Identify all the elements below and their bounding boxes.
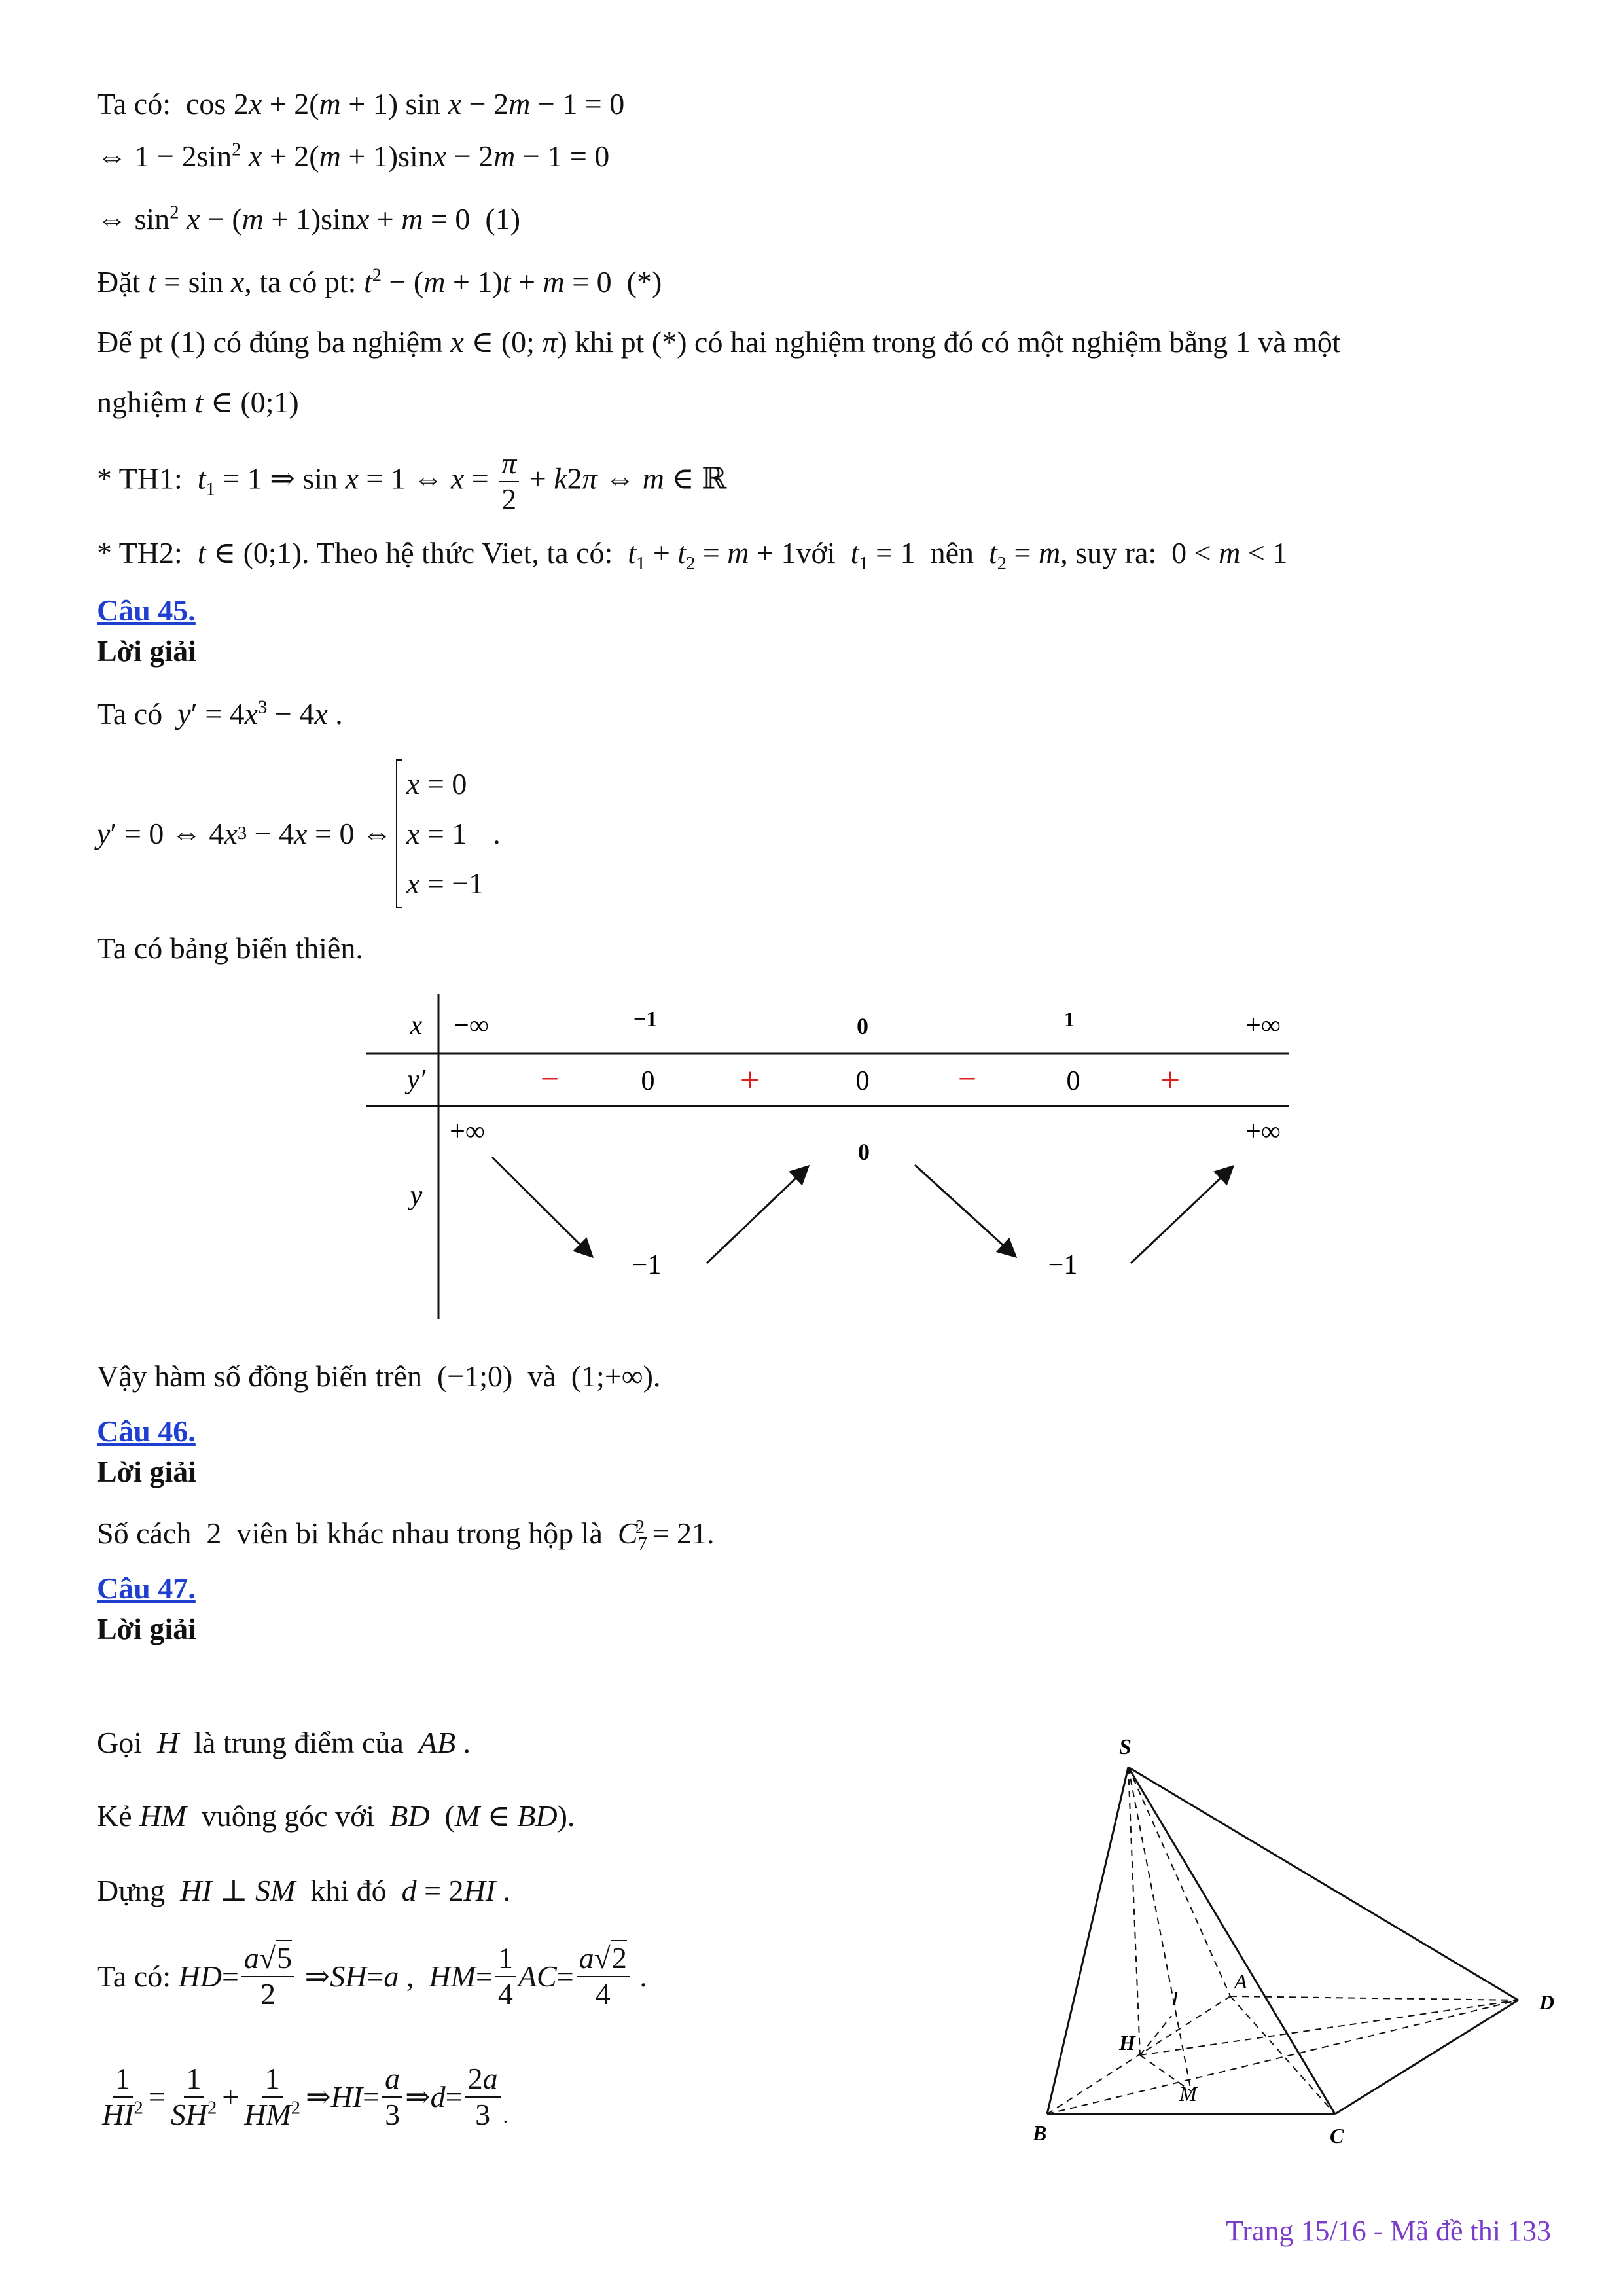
x-value: +∞ [1245,1011,1281,1041]
eq-line-4: Đặt t = sin x, ta có pt: $t^2 - (m + 1)t + m = 0$ (*) [97,265,662,298]
vertex-label-c: C [1330,2124,1344,2147]
yprime-sign: + [1160,1060,1181,1100]
eq-line-th1: * TH1: $t_1 = 1$ ⇒ sin x = 1 ⇔ x = $\frac{\pi}{2}$ + k2π ⇔ m ∈ ℝ [97,446,727,516]
q45-table-intro: Ta có bảng biến thiên. [97,931,363,965]
point-label-h: H [1119,2031,1135,2054]
q47-line-2: Kẻ HM vuông góc với BD (M ∈ BD). [97,1799,575,1833]
edge-sd [1128,1767,1518,2000]
q45-roots: y ′ = 0 ⇔ 4 x 3 − 4 x = 0 ⇔ x = 0 x = 1 x = −1 . [97,759,501,908]
edge-hi [1140,2016,1171,2055]
y-value: −1 [632,1250,662,1280]
q45-conclusion: Vậy hàm số đồng biến trên (−1;0) và (1;+∞). [97,1359,661,1393]
y-value: −1 [1048,1250,1078,1280]
row-label-x: x [410,1011,423,1041]
y-value: +∞ [1245,1117,1281,1147]
yprime-sign: 0 [855,1066,870,1096]
edge-ac [1230,1996,1335,2114]
variation-table [366,982,1296,1335]
yprime-sign: + [740,1060,760,1100]
roots-bracket: x = 0 x = 1 x = −1 [396,759,484,908]
yprime-sign: 0 [1066,1066,1080,1096]
q46-answer: Số cách 2 viên bi khác nhau trong hộp là $C_7^2 = 21$. [97,1516,715,1555]
eq-line-th2: * TH2: t ∈ (0;1). Theo hệ thức Viet, ta có: $t_1 + t_2 = m$ + 1với $t_1 = 1$ nên $t_2 = m$, suy ra: 0 < m < 1 [97,536,1288,575]
yprime-sign: − [540,1060,560,1097]
vertex-label-s: S [1119,1735,1132,1759]
edge-sh [1128,1767,1140,2055]
decrease-arrow [492,1157,592,1257]
pyramid-figure [1021,1708,1584,2153]
eq-line-6: nghiệm t ∈ (0;1) [97,386,299,419]
x-value: −∞ [454,1011,489,1041]
question-47-heading: Câu 47. [97,1571,196,1605]
q47-line-4: Ta có: HD = $\frac{a√5}{2}$ ⇒ SH = a , HM = $\frac{1}{4}$ AC = $\frac{a√2}{4}$ . [97,1941,647,2011]
edge-sa [1128,1767,1230,1996]
eq-line-1: Ta có: cos 2x + 2(m + 1) sin x − 2m − 1 = 0 [97,87,625,120]
vertex-label-a: A [1234,1969,1247,1993]
question-45-solution-label: Lời giải [97,634,196,668]
eq-line-5: Để pt (1) có đúng ba nghiệm x ∈ (0; π) khi pt (*) có hai nghiệm trong đó có một nghiệm bằng 1 và một [97,325,1341,359]
point-label-i: I [1171,1986,1179,2010]
question-46-solution-label: Lời giải [97,1455,196,1488]
decrease-arrow [915,1165,1016,1257]
q47-line-5: $\frac{1}{HI^2}$ = $\frac{1}{SH^2}$ + $\frac{1}{HM^2}$ ⇒ HI = $\frac{a}{3}$ ⇒ d = $\frac{2a}{3}$ . [102,2062,508,2131]
question-46-heading: Câu 46. [97,1414,196,1448]
edge-bd [1047,2000,1518,2114]
x-value: −1 [633,1007,658,1031]
edge-ad [1230,1996,1518,2000]
edge-sc [1128,1767,1335,2114]
eq-line-3: ⇔ $\sin^2 x - (m + 1)\sin x + m = 0$ (1) [97,202,521,236]
vertex-label-d: D [1539,1990,1555,2014]
eq-line-2: ⇔ $1 - 2\sin^2$ x + 2(m + 1)sinx − 2m − 1 = 0 [97,139,610,173]
edge-hd [1140,2000,1518,2055]
q47-line-1: Gọi H là trung điểm của AB . [97,1726,471,1759]
y-value: 0 [858,1139,870,1165]
edge-sm [1128,1767,1191,2091]
increase-arrow [1131,1166,1233,1263]
q45-derivative: Ta có $y' = 4x^3 - 4x$ . [97,697,343,730]
yprime-sign: − [957,1060,977,1097]
q47-line-3: Dựng HI ⊥ SM khi đó d = 2HI . [97,1874,511,1907]
x-value: 1 [1064,1007,1075,1031]
question-47-solution-label: Lời giải [97,1612,196,1645]
x-value: 0 [857,1013,868,1039]
row-label-y: y [410,1181,423,1211]
page-footer: Trang 15/16 - Mã đề thi 133 [1225,2215,1551,2247]
vertex-label-b: B [1033,2121,1047,2145]
question-45-heading: Câu 45. [97,594,196,627]
point-label-m: M [1179,2082,1197,2106]
increase-arrow [707,1166,808,1263]
y-value: +∞ [450,1117,485,1147]
edge-cd [1335,2000,1518,2114]
yprime-sign: 0 [641,1066,655,1096]
edge-ba [1047,1996,1230,2114]
row-label-yprime: y′ [407,1065,425,1095]
edge-sb [1047,1767,1128,2114]
